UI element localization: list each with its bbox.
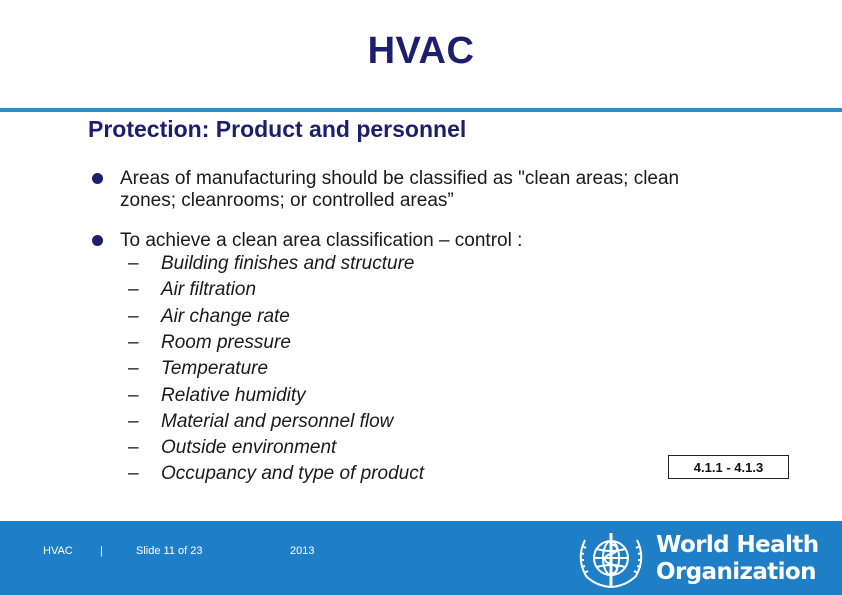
- footer-slide-counter: Slide 11 of 23: [136, 545, 203, 557]
- title-divider: [0, 108, 842, 112]
- who-emblem-icon: [572, 528, 650, 590]
- bullet-text-line1: Areas of manufacturing should be classified as "clean areas; clean: [120, 168, 680, 189]
- bullet-dot-icon: [92, 173, 103, 184]
- bullet-dot-icon: [92, 235, 103, 246]
- slide-subtitle: Protection: Product and personnel: [88, 116, 467, 142]
- footer-separator: |: [100, 545, 103, 557]
- bullet-text-line1: To achieve a clean area classification – control :: [120, 230, 523, 251]
- footer-bar: [0, 521, 842, 595]
- reference-box: 4.1.1 - 4.1.3: [668, 455, 789, 479]
- slide-title: HVAC: [367, 30, 475, 72]
- who-logo-text: World Health Organization: [656, 532, 819, 585]
- bullet-text-line2: zones; cleanrooms; or controlled areas”: [120, 190, 454, 211]
- footer-year: 2013: [290, 545, 315, 557]
- footer-topic: HVAC: [43, 545, 73, 557]
